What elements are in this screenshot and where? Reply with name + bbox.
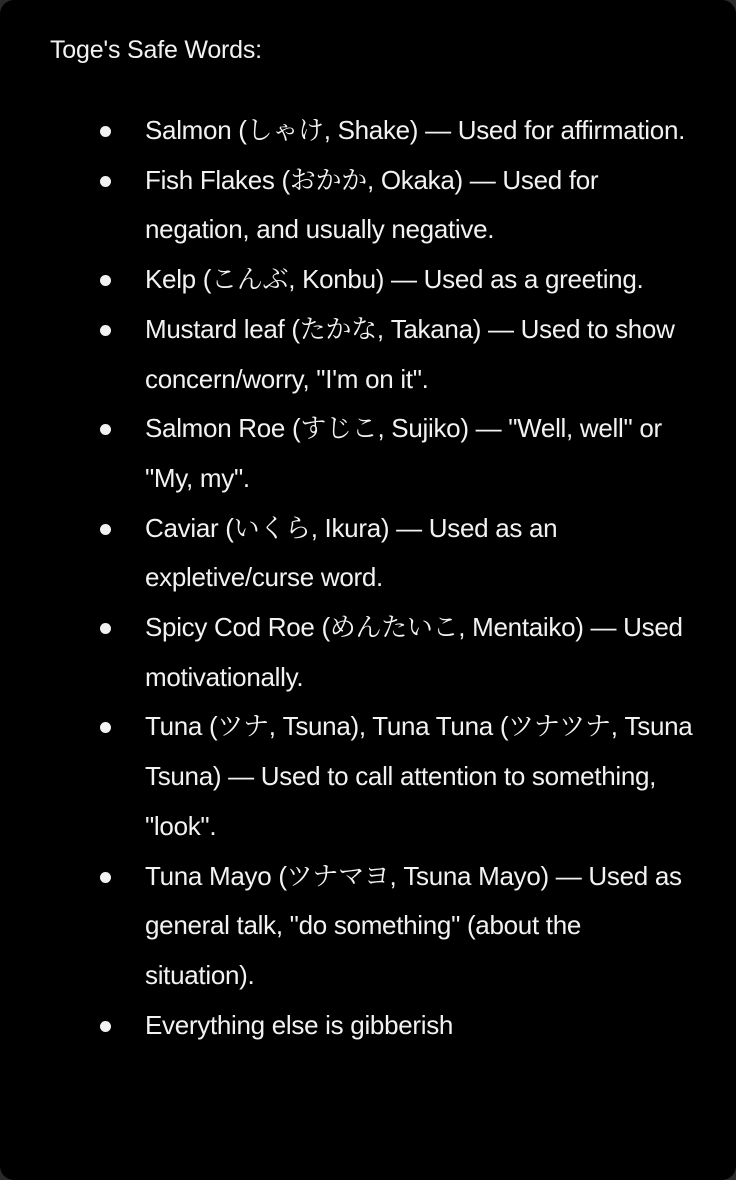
bullet-icon — [100, 275, 111, 286]
list-item-text: Salmon Roe (すじこ, Sujiko) — "Well, well" or "My, my". — [145, 413, 662, 493]
bullet-icon — [100, 424, 111, 435]
list-item-text: Caviar (いくら, Ikura) — Used as an expletive/curse word. — [145, 512, 558, 593]
bullet-icon — [100, 325, 111, 336]
page-title: Toge's Safe Words: — [50, 36, 262, 64]
list-item-text: Spicy Cod Roe (めんたいこ, Mentaiko) — Used motivationally. — [145, 612, 683, 692]
list-item — [0, 702, 736, 851]
list-item-text: Kelp (こんぶ, Konbu) — Used as a greeting. — [145, 264, 644, 295]
bullet-icon — [100, 722, 111, 733]
list-item — [0, 1001, 736, 1051]
bullet-icon — [100, 126, 111, 137]
list-item — [0, 156, 736, 255]
list-item-text: Tuna (ツナ, Tsuna), Tuna Tuna (ツナツナ, Tsuna Tsuna) — Used to call attention to something, "look". — [145, 711, 693, 841]
list-item — [0, 255, 736, 305]
list-item — [0, 603, 736, 702]
list-item — [0, 852, 736, 1001]
bullet-icon — [100, 872, 111, 883]
bullet-icon — [100, 623, 111, 634]
list-item — [0, 106, 736, 156]
bullet-icon — [100, 1021, 111, 1032]
list-item-text: Everything else is gibberish — [145, 1009, 454, 1040]
list-item — [0, 504, 736, 603]
list-item — [0, 305, 736, 404]
list-item-text: Salmon (しゃけ, Shake) — Used for affirmation. — [145, 115, 686, 145]
list-item-text: Tuna Mayo (ツナマヨ, Tsuna Mayo) — Used as general talk, "do something" (about the situation). — [145, 860, 682, 990]
list-item — [0, 404, 736, 503]
list-item-text: Fish Flakes (おかか, Okaka) — Used for negation, and usually negative. — [145, 164, 599, 245]
safe-words-list — [0, 106, 736, 1050]
bullet-icon — [100, 524, 111, 535]
list-item-text: Mustard leaf (たかな, Takana) — Used to show concern/worry, "I'm on it". — [145, 313, 675, 394]
bullet-icon — [100, 176, 111, 187]
